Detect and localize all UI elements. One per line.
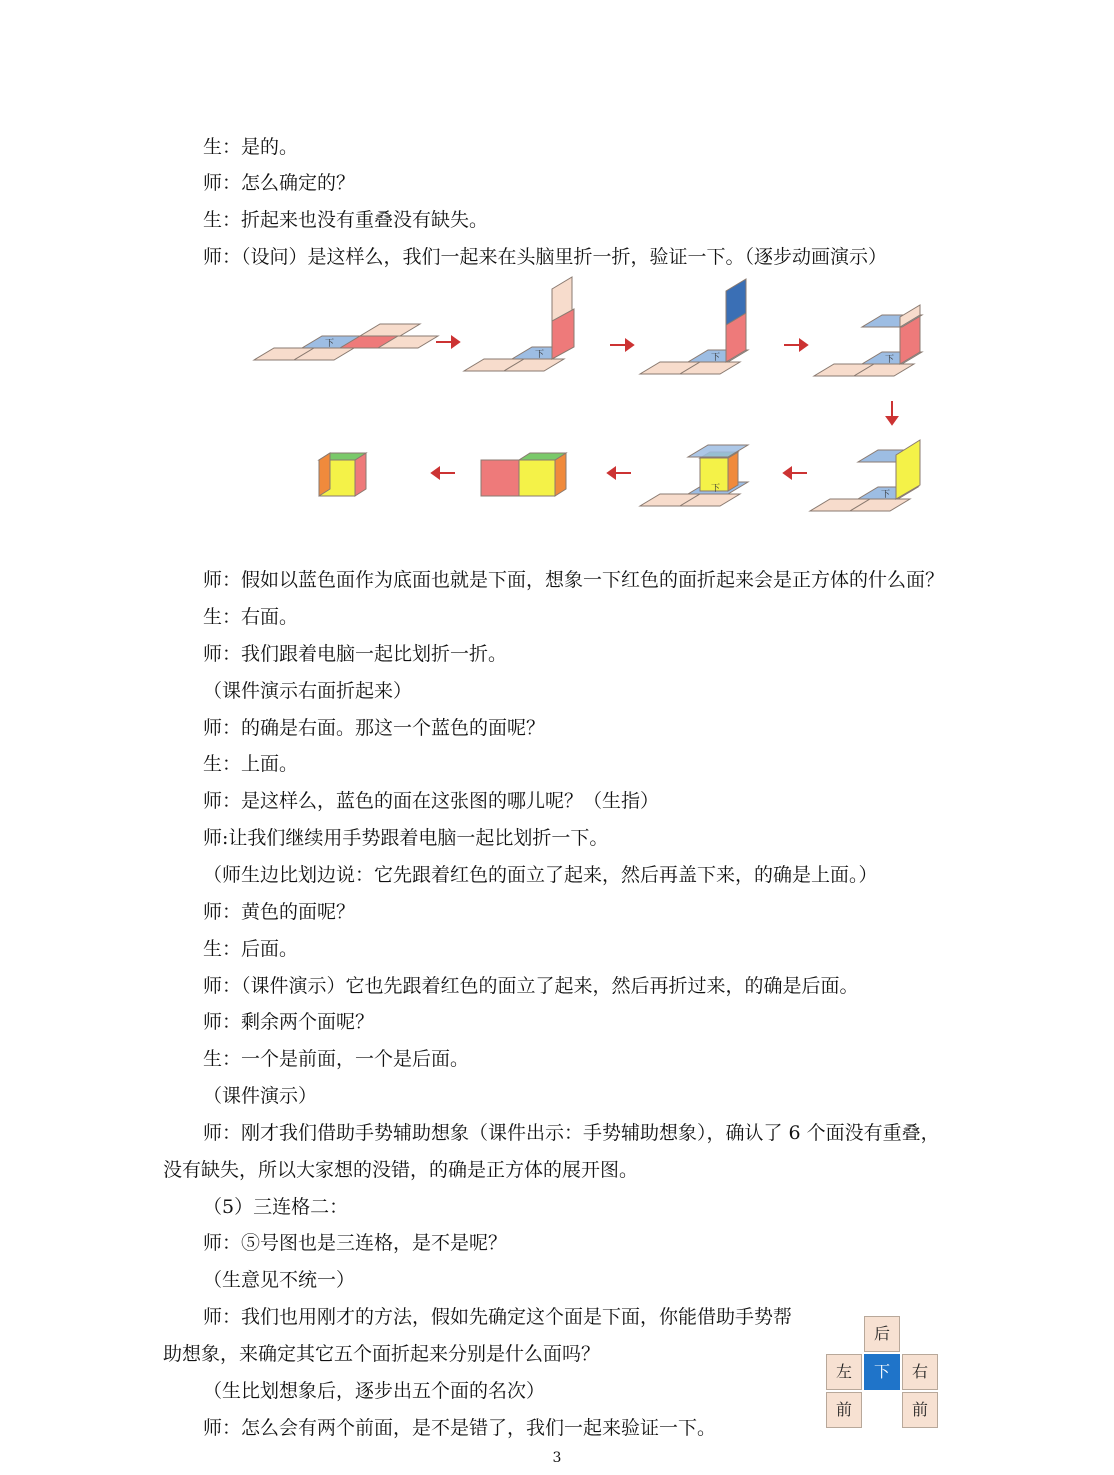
text-line-15: 生：后面。 [203,938,299,960]
text-line-1: 生：是的。 [203,136,299,158]
step-5-bottom-label: 下 [881,490,891,500]
step-4 [814,305,922,376]
text-line-14: 师：黄色的面呢？ [203,901,356,923]
text-line-20: 师：刚才我们借助手势辅助想象（课件出示：手势辅助想象），确认了 6 个面没有重叠， [203,1122,940,1144]
cube-net-diagram [826,1316,938,1428]
text-line-9: 师：的确是右面。那这一个蓝色的面呢？ [203,717,546,739]
step-1-net [254,324,438,360]
step-5 [810,440,920,511]
net-cell-center: 下 [864,1354,900,1390]
net-cell-bottom-right: 前 [902,1392,938,1428]
text-line-22: （5）三连格二： [203,1196,349,1218]
text-line-4: 师：（设问）是这样么，我们一起来在头脑里折一折，验证一下。（逐步动画演示） [203,246,888,268]
text-line-8: （课件演示右面折起来） [203,680,413,702]
text-line-6: 生：右面。 [203,606,299,628]
text-line-23: 师：⑤号图也是三连格，是不是呢？ [203,1232,508,1254]
step-6-bottom-label: 下 [711,484,721,494]
text-line-27: （生比划想象后，逐步出五个面的名次） [203,1380,546,1402]
step-8-cube [319,453,366,496]
step-2-bottom-label: 下 [535,350,545,360]
text-line-11: 师：是这样么，蓝色的面在这张图的哪儿呢？（生指） [203,790,660,812]
text-line-13: （师生边比划边说：它先跟着红色的面立了起来，然后再盖下来，的确是上面。） [203,864,878,886]
text-line-3: 生：折起来也没有重叠没有缺失。 [203,209,489,231]
text-line-16: 师：（课件演示）它也先跟着红色的面立了起来，然后再折过来，的确是后面。 [203,975,859,997]
net-cell-left: 左 [826,1354,862,1390]
step-3 [640,279,748,374]
text-line-21: 没有缺失，所以大家想的没错，的确是正方体的展开图。 [163,1159,639,1181]
step-7 [481,453,566,496]
arrow-right-1 [436,337,459,347]
text-line-24: （生意见不统一） [203,1269,356,1291]
net-cell-bottom-left: 前 [826,1392,862,1428]
step-3-bottom-label: 下 [711,353,721,363]
arrow-right-2 [610,340,633,350]
step-4-bottom-label: 下 [885,355,895,365]
text-line-17: 师：剩余两个面呢？ [203,1011,375,1033]
text-line-12: 师:让我们继续用手势跟着电脑一起比划折一下。 [203,827,609,849]
text-line-5: 师：假如以蓝色面作为底面也就是下面，想象一下红色的面折起来会是正方体的什么面？ [203,569,945,591]
text-line-25: 师：我们也用刚才的方法，假如先确定这个面是下面，你能借助手势帮 [203,1306,793,1328]
arrow-down [887,401,897,424]
arrow-left-3 [432,468,455,478]
step-6 [640,445,748,506]
arrow-left-2 [608,468,631,478]
arrow-right-3 [784,340,807,350]
text-line-26: 助想象，来确定其它五个面折起来分别是什么面吗？ [163,1343,601,1365]
text-line-18: 生：一个是前面，一个是后面。 [203,1048,470,1070]
text-line-7: 师：我们跟着电脑一起比划折一折。 [203,643,508,665]
page-number: 3 [552,1450,562,1466]
text-line-28: 师：怎么会有两个前面，是不是错了，我们一起来验证一下。 [203,1417,717,1439]
net-cell-right: 右 [902,1354,938,1390]
arrow-left-1 [784,468,807,478]
text-line-10: 生：上面。 [203,753,299,775]
step-2 [464,277,574,371]
cube-folding-diagram [240,275,940,515]
net-cell-top: 后 [864,1316,900,1352]
text-line-2: 师：怎么确定的？ [203,172,356,194]
text-line-19: （课件演示） [203,1085,318,1107]
step-1-bottom-label: 下 [325,339,335,349]
